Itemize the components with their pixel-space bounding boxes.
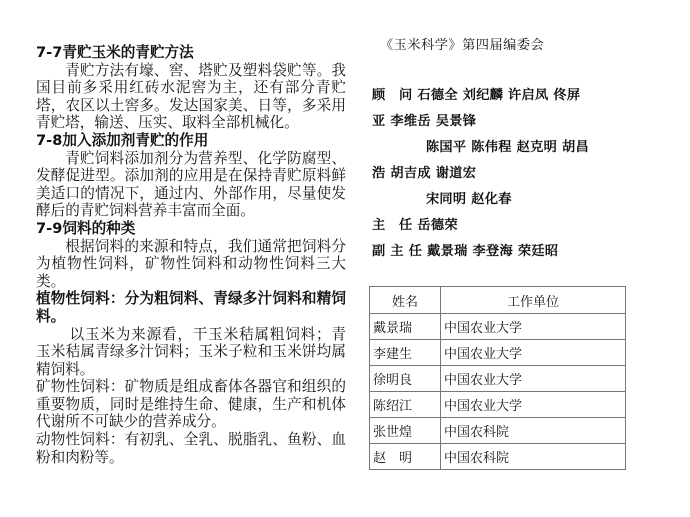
cell-unit: 中国农业大学	[441, 314, 626, 340]
table-row	[370, 418, 626, 444]
cell-name: 徐明良	[370, 366, 441, 392]
cell-name: 陈绍江	[370, 392, 441, 418]
cell-unit: 中国农科院	[441, 444, 626, 470]
animal-feed-paragraph: 动物性饲料：有初乳、全乳、脱脂乳、鱼粉、血粉和肉粉等。	[36, 431, 346, 466]
cell-name: 张世煌	[370, 418, 441, 444]
section-body-7-8: 青贮饲料添加剂分为营养型、化学防腐型、发酵促进型。添加剂的应用是在保持青贮原料鲜美适口的情况下，通过内、外部作用，尽量使发酵后的青贮饲料营养丰富而全面。	[36, 149, 346, 220]
corn-example-paragraph: 以玉米为来源看，干玉米秸属粗饲料；青玉米秸属青绿多汁饲料；玉米子粒和玉米饼均属精饲料。	[36, 325, 346, 378]
plant-feed-paragraph: 植物性饲料：分为粗饲料、青绿多汁饲料和精饲料。	[36, 290, 346, 325]
table-row	[370, 314, 626, 340]
section-number: 7-7	[36, 44, 63, 61]
table-row	[370, 392, 626, 418]
section-title: 青贮玉米的青贮方法	[62, 44, 194, 61]
committee-line-members-1-cont: 浩 胡吉成 谢道宏	[372, 166, 477, 181]
section-title: 加入添加剂青贮的作用	[62, 131, 209, 149]
cell-unit: 中国农业大学	[441, 366, 626, 392]
table-header-row	[370, 287, 626, 314]
section-heading-7-7	[36, 44, 346, 62]
cell-unit: 中国农业大学	[441, 392, 626, 418]
committee-line-members-1: 陈国平 陈伟程 赵克明 胡昌	[372, 140, 589, 155]
mineral-feed-paragraph: 矿物性饲料：矿物质是组成畜体各器官和组织的重要物质，同时是维持生命、健康，生产和机体代谢所不可缺少的营养成分。	[36, 378, 346, 431]
cell-name: 戴景瑞	[370, 314, 441, 340]
table-row	[370, 366, 626, 392]
committee-line-director: 主 任 岳德荣	[372, 218, 458, 233]
table-row	[370, 444, 626, 470]
committee-title: 《玉米科学》第四届编委会	[380, 38, 545, 53]
committee-line-advisors: 顾 问 石德全 刘纪麟 许启凤 佟屏	[372, 88, 581, 103]
section-number: 7-8	[36, 131, 63, 149]
table-row	[370, 340, 626, 366]
cell-name: 李建生	[370, 340, 441, 366]
section-heading-7-9	[36, 220, 346, 238]
cell-unit: 中国农科院	[441, 418, 626, 444]
header-name: 姓名	[370, 287, 441, 314]
section-title: 饲料的种类	[62, 219, 136, 237]
section-number: 7-9	[36, 219, 63, 237]
section-intro-7-9: 根据饲料的来源和特点，我们通常把饲料分为植物性饲料，矿物性饲料和动物性饲料三大类。	[36, 237, 346, 290]
header-unit: 工作单位	[441, 287, 626, 314]
cell-unit: 中国农业大学	[441, 340, 626, 366]
cell-name: 赵 明	[370, 444, 441, 470]
committee-line-advisors-cont: 亚 李维岳 吴景锋	[372, 114, 477, 129]
committee-line-deputy-directors: 副 主 任 戴景瑞 李登海 荣廷昭	[372, 244, 559, 259]
section-heading-7-8	[36, 132, 346, 150]
article-column	[36, 44, 346, 466]
committee-line-members-2: 宋同明 赵化春	[372, 192, 512, 207]
staff-table	[369, 286, 626, 470]
section-body-7-7: 青贮方法有壕、窖、塔贮及塑料袋贮等。我国目前多采用红砖水泥窖为主，还有部分青贮塔，农区以土窖多。发达国家美、日等，多采用青贮塔，输送、压实、取料全部机械化。	[36, 61, 346, 132]
